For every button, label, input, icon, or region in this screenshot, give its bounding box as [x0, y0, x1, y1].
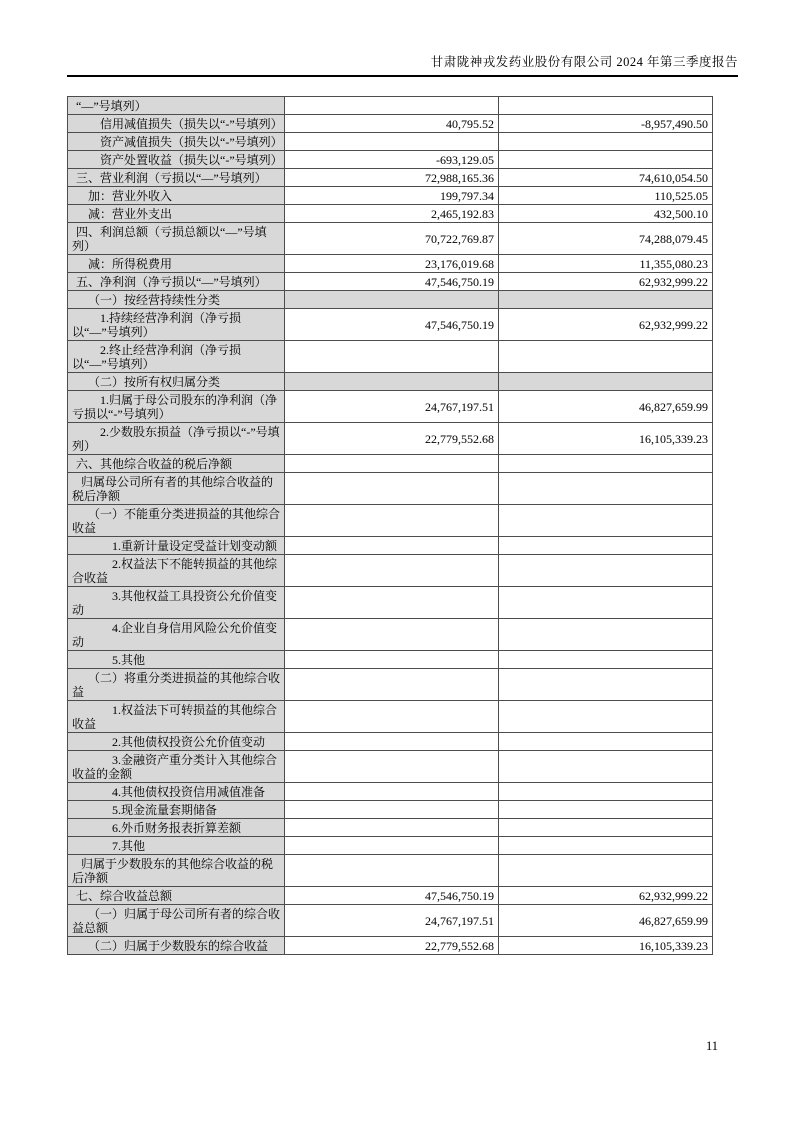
- row-label: 减：营业外支出: [68, 205, 285, 223]
- table-row: [68, 537, 713, 555]
- table-row: [68, 751, 713, 783]
- table-row: [68, 223, 713, 255]
- current-period-value: 72,988,165.36: [285, 169, 499, 187]
- current-period-value: [285, 587, 499, 619]
- table-row: [68, 473, 713, 505]
- current-period-value: 22,779,552.68: [285, 937, 499, 955]
- prior-period-value: 62,932,999.22: [499, 887, 713, 905]
- table-row: [68, 373, 713, 391]
- prior-period-value: [499, 855, 713, 887]
- row-label: （二）归属于少数股东的综合收益: [68, 937, 285, 955]
- income-statement-table: [67, 96, 713, 955]
- current-period-value: [285, 555, 499, 587]
- table-row: [68, 97, 713, 115]
- current-period-value: 47,546,750.19: [285, 887, 499, 905]
- row-label: 2.其他债权投资公允价值变动: [68, 733, 285, 751]
- current-period-value: [285, 133, 499, 151]
- current-period-value: 40,795.52: [285, 115, 499, 133]
- report-table-body: [68, 97, 713, 955]
- prior-period-value: [499, 341, 713, 373]
- report-header-title: 甘肃陇神戎发药业股份有限公司 2024 年第三季度报告: [430, 55, 738, 69]
- row-label: 2.少数股东损益（净亏损以“-”号填列）: [68, 423, 285, 455]
- current-period-value: 24,767,197.51: [285, 905, 499, 937]
- row-label: （一）归属于母公司所有者的综合收益总额: [68, 905, 285, 937]
- table-row: [68, 255, 713, 273]
- current-period-value: 47,546,750.19: [285, 309, 499, 341]
- prior-period-value: [499, 537, 713, 555]
- table-row: [68, 819, 713, 837]
- row-label: 1.持续经营净利润（净亏损以“—”号填列）: [68, 309, 285, 341]
- table-row: [68, 291, 713, 309]
- current-period-value: 47,546,750.19: [285, 273, 499, 291]
- current-period-value: [285, 751, 499, 783]
- current-period-value: [285, 855, 499, 887]
- prior-period-value: [499, 651, 713, 669]
- prior-period-value: [499, 669, 713, 701]
- row-label: 1.重新计量设定受益计划变动额: [68, 537, 285, 555]
- prior-period-value: [499, 801, 713, 819]
- current-period-value: 23,176,019.68: [285, 255, 499, 273]
- table-row: [68, 669, 713, 701]
- row-label: 信用减值损失（损失以“-”号填列）: [68, 115, 285, 133]
- current-period-value: [285, 701, 499, 733]
- prior-period-value: [499, 373, 713, 391]
- table-row: [68, 341, 713, 373]
- page-number: 11: [705, 1039, 718, 1053]
- row-label: （二）将重分类进损益的其他综合收益: [68, 669, 285, 701]
- row-label: 四、利润总额（亏损总额以“—”号填列）: [68, 223, 285, 255]
- current-period-value: -693,129.05: [285, 151, 499, 169]
- table-row: [68, 455, 713, 473]
- prior-period-value: [499, 97, 713, 115]
- current-period-value: [285, 291, 499, 309]
- prior-period-value: 46,827,659.99: [499, 391, 713, 423]
- prior-period-value: 46,827,659.99: [499, 905, 713, 937]
- prior-period-value: [499, 733, 713, 751]
- table-row: [68, 733, 713, 751]
- table-row: [68, 391, 713, 423]
- current-period-value: 22,779,552.68: [285, 423, 499, 455]
- prior-period-value: 62,932,999.22: [499, 273, 713, 291]
- row-label: 2.权益法下不能转损益的其他综合收益: [68, 555, 285, 587]
- table-row: [68, 133, 713, 151]
- current-period-value: [285, 669, 499, 701]
- row-label: 六、其他综合收益的税后净额: [68, 455, 285, 473]
- table-row: [68, 273, 713, 291]
- current-period-value: 24,767,197.51: [285, 391, 499, 423]
- table-row: [68, 169, 713, 187]
- row-label: 加：营业外收入: [68, 187, 285, 205]
- row-label: 2.终止经营净利润（净亏损以“—”号填列）: [68, 341, 285, 373]
- table-row: [68, 905, 713, 937]
- prior-period-value: [499, 751, 713, 783]
- current-period-value: [285, 819, 499, 837]
- current-period-value: [285, 783, 499, 801]
- row-label: （一）按经营持续性分类: [68, 291, 285, 309]
- table-row: [68, 783, 713, 801]
- current-period-value: [285, 97, 499, 115]
- table-row: [68, 619, 713, 651]
- current-period-value: [285, 455, 499, 473]
- current-period-value: [285, 651, 499, 669]
- prior-period-value: [499, 701, 713, 733]
- row-label: 3.其他权益工具投资公允价值变动: [68, 587, 285, 619]
- table-row: [68, 701, 713, 733]
- prior-period-value: [499, 505, 713, 537]
- prior-period-value: [499, 837, 713, 855]
- prior-period-value: 74,610,054.50: [499, 169, 713, 187]
- prior-period-value: 16,105,339.23: [499, 937, 713, 955]
- row-label: 归属母公司所有者的其他综合收益的税后净额: [68, 473, 285, 505]
- row-label: 5.其他: [68, 651, 285, 669]
- prior-period-value: [499, 819, 713, 837]
- prior-period-value: 74,288,079.45: [499, 223, 713, 255]
- table-row: [68, 505, 713, 537]
- table-row: [68, 887, 713, 905]
- current-period-value: [285, 619, 499, 651]
- row-label: 资产处置收益（损失以“-”号填列）: [68, 151, 285, 169]
- row-label: 资产减值损失（损失以“-”号填列）: [68, 133, 285, 151]
- prior-period-value: 110,525.05: [499, 187, 713, 205]
- table-row: [68, 309, 713, 341]
- row-label: “—”号填列）: [68, 97, 285, 115]
- row-label: 减：所得税费用: [68, 255, 285, 273]
- table-row: [68, 651, 713, 669]
- current-period-value: [285, 341, 499, 373]
- row-label: （二）按所有权归属分类: [68, 373, 285, 391]
- prior-period-value: 16,105,339.23: [499, 423, 713, 455]
- current-period-value: 199,797.34: [285, 187, 499, 205]
- current-period-value: [285, 373, 499, 391]
- table-row: [68, 837, 713, 855]
- row-label: 7.其他: [68, 837, 285, 855]
- prior-period-value: [499, 619, 713, 651]
- current-period-value: [285, 733, 499, 751]
- row-label: 归属于少数股东的其他综合收益的税后净额: [68, 855, 285, 887]
- prior-period-value: [499, 473, 713, 505]
- prior-period-value: [499, 555, 713, 587]
- row-label: 4.其他债权投资信用减值准备: [68, 783, 285, 801]
- row-label: 七、综合收益总额: [68, 887, 285, 905]
- prior-period-value: 62,932,999.22: [499, 309, 713, 341]
- row-label: 6.外币财务报表折算差额: [68, 819, 285, 837]
- prior-period-value: -8,957,490.50: [499, 115, 713, 133]
- row-label: 1.权益法下可转损益的其他综合收益: [68, 701, 285, 733]
- table-row: [68, 801, 713, 819]
- current-period-value: 2,465,192.83: [285, 205, 499, 223]
- prior-period-value: [499, 587, 713, 619]
- row-label: （一）不能重分类进损益的其他综合收益: [68, 505, 285, 537]
- row-label: 3.金融资产重分类计入其他综合收益的金额: [68, 751, 285, 783]
- prior-period-value: [499, 151, 713, 169]
- table-row: [68, 151, 713, 169]
- current-period-value: [285, 537, 499, 555]
- current-period-value: [285, 473, 499, 505]
- header-rule: [67, 75, 738, 77]
- table-row: [68, 555, 713, 587]
- table-row: [68, 187, 713, 205]
- current-period-value: [285, 801, 499, 819]
- current-period-value: 70,722,769.87: [285, 223, 499, 255]
- current-period-value: [285, 505, 499, 537]
- table-row: [68, 587, 713, 619]
- prior-period-value: [499, 783, 713, 801]
- table-row: [68, 115, 713, 133]
- row-label: 1.归属于母公司股东的净利润（净亏损以“-”号填列）: [68, 391, 285, 423]
- table-row: [68, 855, 713, 887]
- prior-period-value: 432,500.10: [499, 205, 713, 223]
- table-row: [68, 205, 713, 223]
- current-period-value: [285, 837, 499, 855]
- prior-period-value: [499, 133, 713, 151]
- prior-period-value: [499, 291, 713, 309]
- row-label: 三、营业利润（亏损以“—”号填列）: [68, 169, 285, 187]
- row-label: 5.现金流量套期储备: [68, 801, 285, 819]
- row-label: 4.企业自身信用风险公允价值变动: [68, 619, 285, 651]
- prior-period-value: [499, 455, 713, 473]
- table-row: [68, 423, 713, 455]
- row-label: 五、净利润（净亏损以“—”号填列）: [68, 273, 285, 291]
- prior-period-value: 11,355,080.23: [499, 255, 713, 273]
- table-row: [68, 937, 713, 955]
